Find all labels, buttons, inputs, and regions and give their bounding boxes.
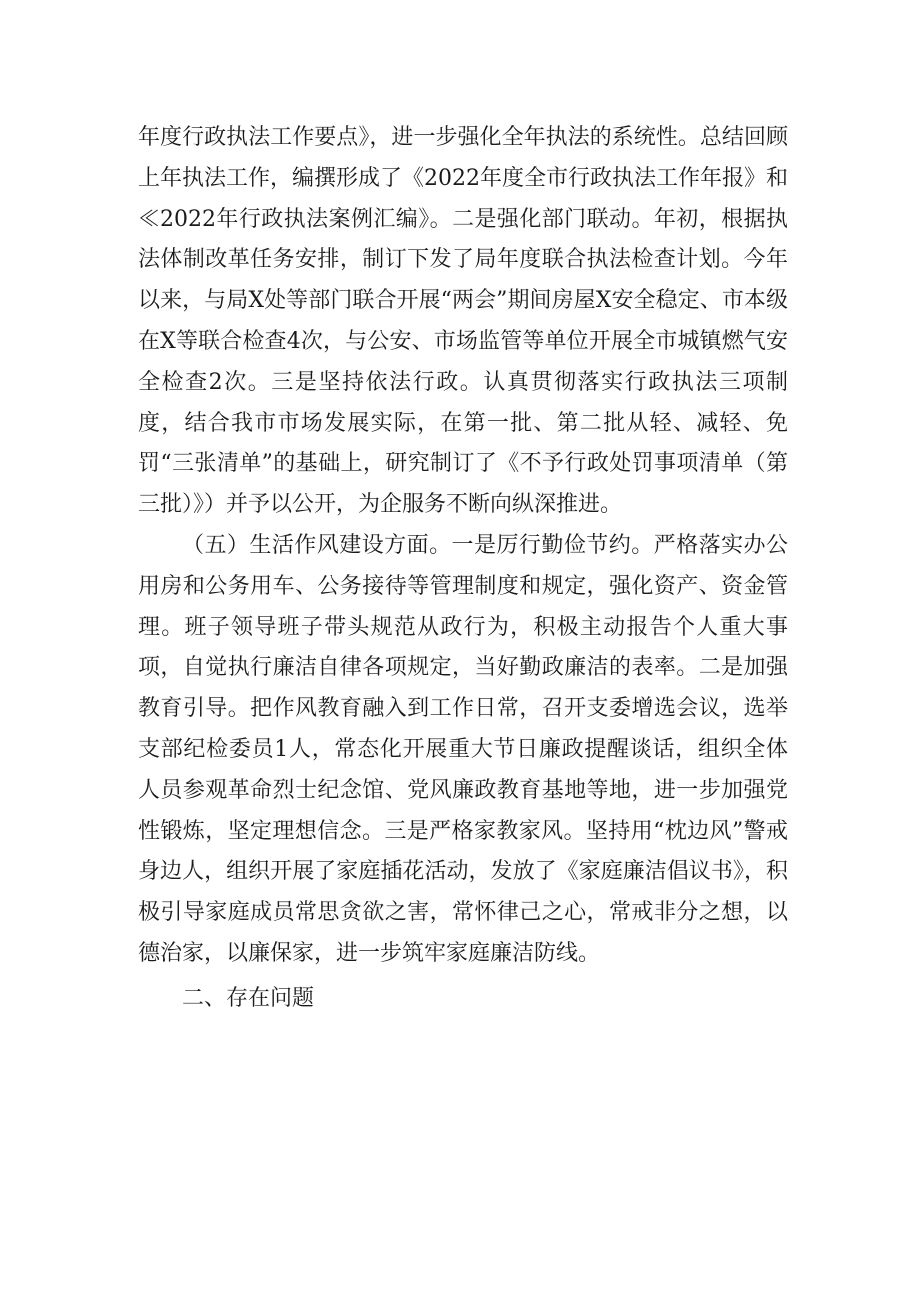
paragraph-work-style: （五）生活作风建设方面。一是厉行勤俭节约。严格落实办公用房和公务用车、公务接待等管理制度和规定，强化资产、资金管理。班子领导班子带头规范从政行为，积极主动报告个人重大事项，自觉执行廉洁自律各项规定，当好勤政廉洁的表率。二是加强教育引导。把作风教育融入到工作日常，召开支委增选会议，选举支部纪检委员1人，常态化开展重大节日廉政提醒谈话，组织全体人员参观革命烈士纪念馆、党风廉政教育基地等地，进一步加强党性锻炼，坚定理想信念。三是严格家教家风。坚持用“枕边风”警戒身边人，组织开展了家庭插花活动，发放了《家庭廉洁倡议书》，积极引导家庭成员常思贪欲之害，常怀律己之心，常戒非分之想，以德治家，以廉保家，进一步筑牢家庭廉洁防线。 [138, 532, 788, 966]
section-heading-existing-problems: 二、存在问题 [182, 985, 315, 1011]
paragraph-law-enforcement: 年度行政执法工作要点》，进一步强化全年执法的系统性。总结回顾上年执法工作，编撰形成了《2022年度全市行政执法工作年报》和≪2022年行政执法案例汇编》。二是强化部门联动。年初，根据执法体制改革任务安排，制订下发了局年度联合执法检查计划。今年以来，与局X处等部门联合开展“两会”期间房屋X安全稳定、市本级在X等联合检查4次，与公安、市场监管等单位开展全市城镇燃气安全检查2次。三是坚持依法行政。认真贯彻落实行政执法三项制度，结合我市市场发展实际，在第一批、第二批从轻、减轻、免罚“三张清单”的基础上，研究制订了《不予行政处罚事项清单（第三批）》）并予以公开，为企服务不断向纵深推进。 [138, 125, 788, 518]
document-body [138, 118, 788, 1020]
